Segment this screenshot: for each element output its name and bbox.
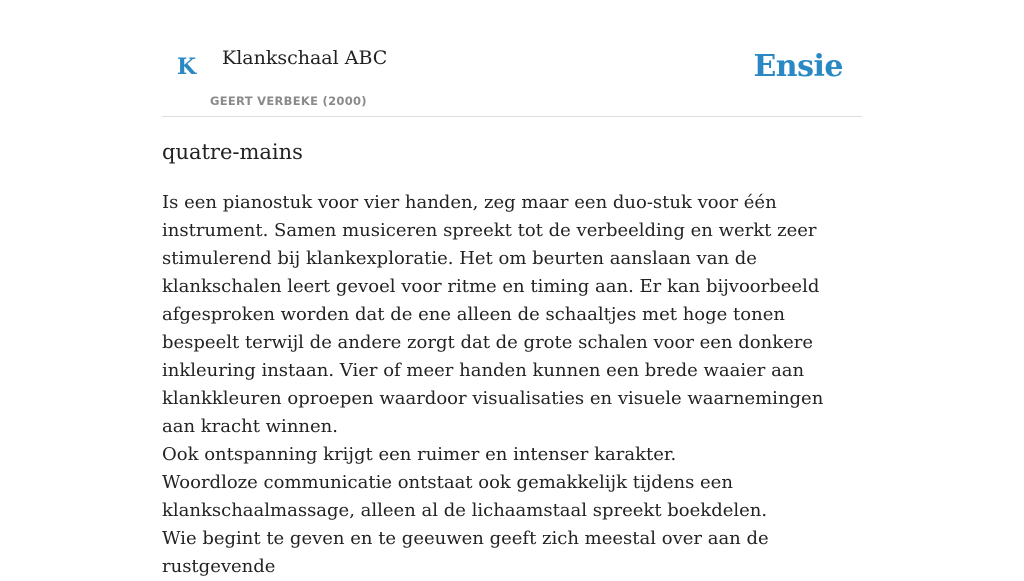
book-author: GEERT VERBEKE (2000) xyxy=(210,94,367,108)
article-paragraph: Wie begint te geven en te geeuwen geeft zich meestal over aan de rustgevende xyxy=(162,528,769,578)
article-paragraph: Ook ontspanning krijgt een ruimer en intenser karakter. xyxy=(162,444,677,466)
article-title: quatre-mains xyxy=(162,140,303,164)
book-logo[interactable]: K xyxy=(177,54,197,80)
header xyxy=(162,30,862,117)
brand-logo[interactable]: Ensie xyxy=(753,49,843,84)
article-body xyxy=(162,189,862,581)
book-title[interactable]: Klankschaal ABC xyxy=(222,47,388,69)
article-paragraph: Is een pianostuk voor vier handen, zeg maar een duo-stuk voor één instrument. Samen musiceren spreekt tot de verbeelding en werkt zeer stimulerend bij klankexploratie. Het om beurten aanslaan van de klankschalen leert gevoel voor ritme en timing aan. Er kan bijvoorbeeld afgesproken worden dat de ene alleen de schaaltjes met hoge tonen bespeelt terwijl de andere zorgt dat de grote schalen voor een donkere inkleuring instaan. Vier of meer handen kunnen een brede waaier aan klankkleuren oproepen waardoor visualisaties en visuele waarnemingen aan kracht winnen. xyxy=(162,192,824,438)
article xyxy=(162,138,862,581)
article-paragraph: Woordloze communicatie ontstaat ook gemakkelijk tijdens een klankschaalmassage, alleen al de lichaamstaal spreekt boekdelen. xyxy=(162,472,768,522)
